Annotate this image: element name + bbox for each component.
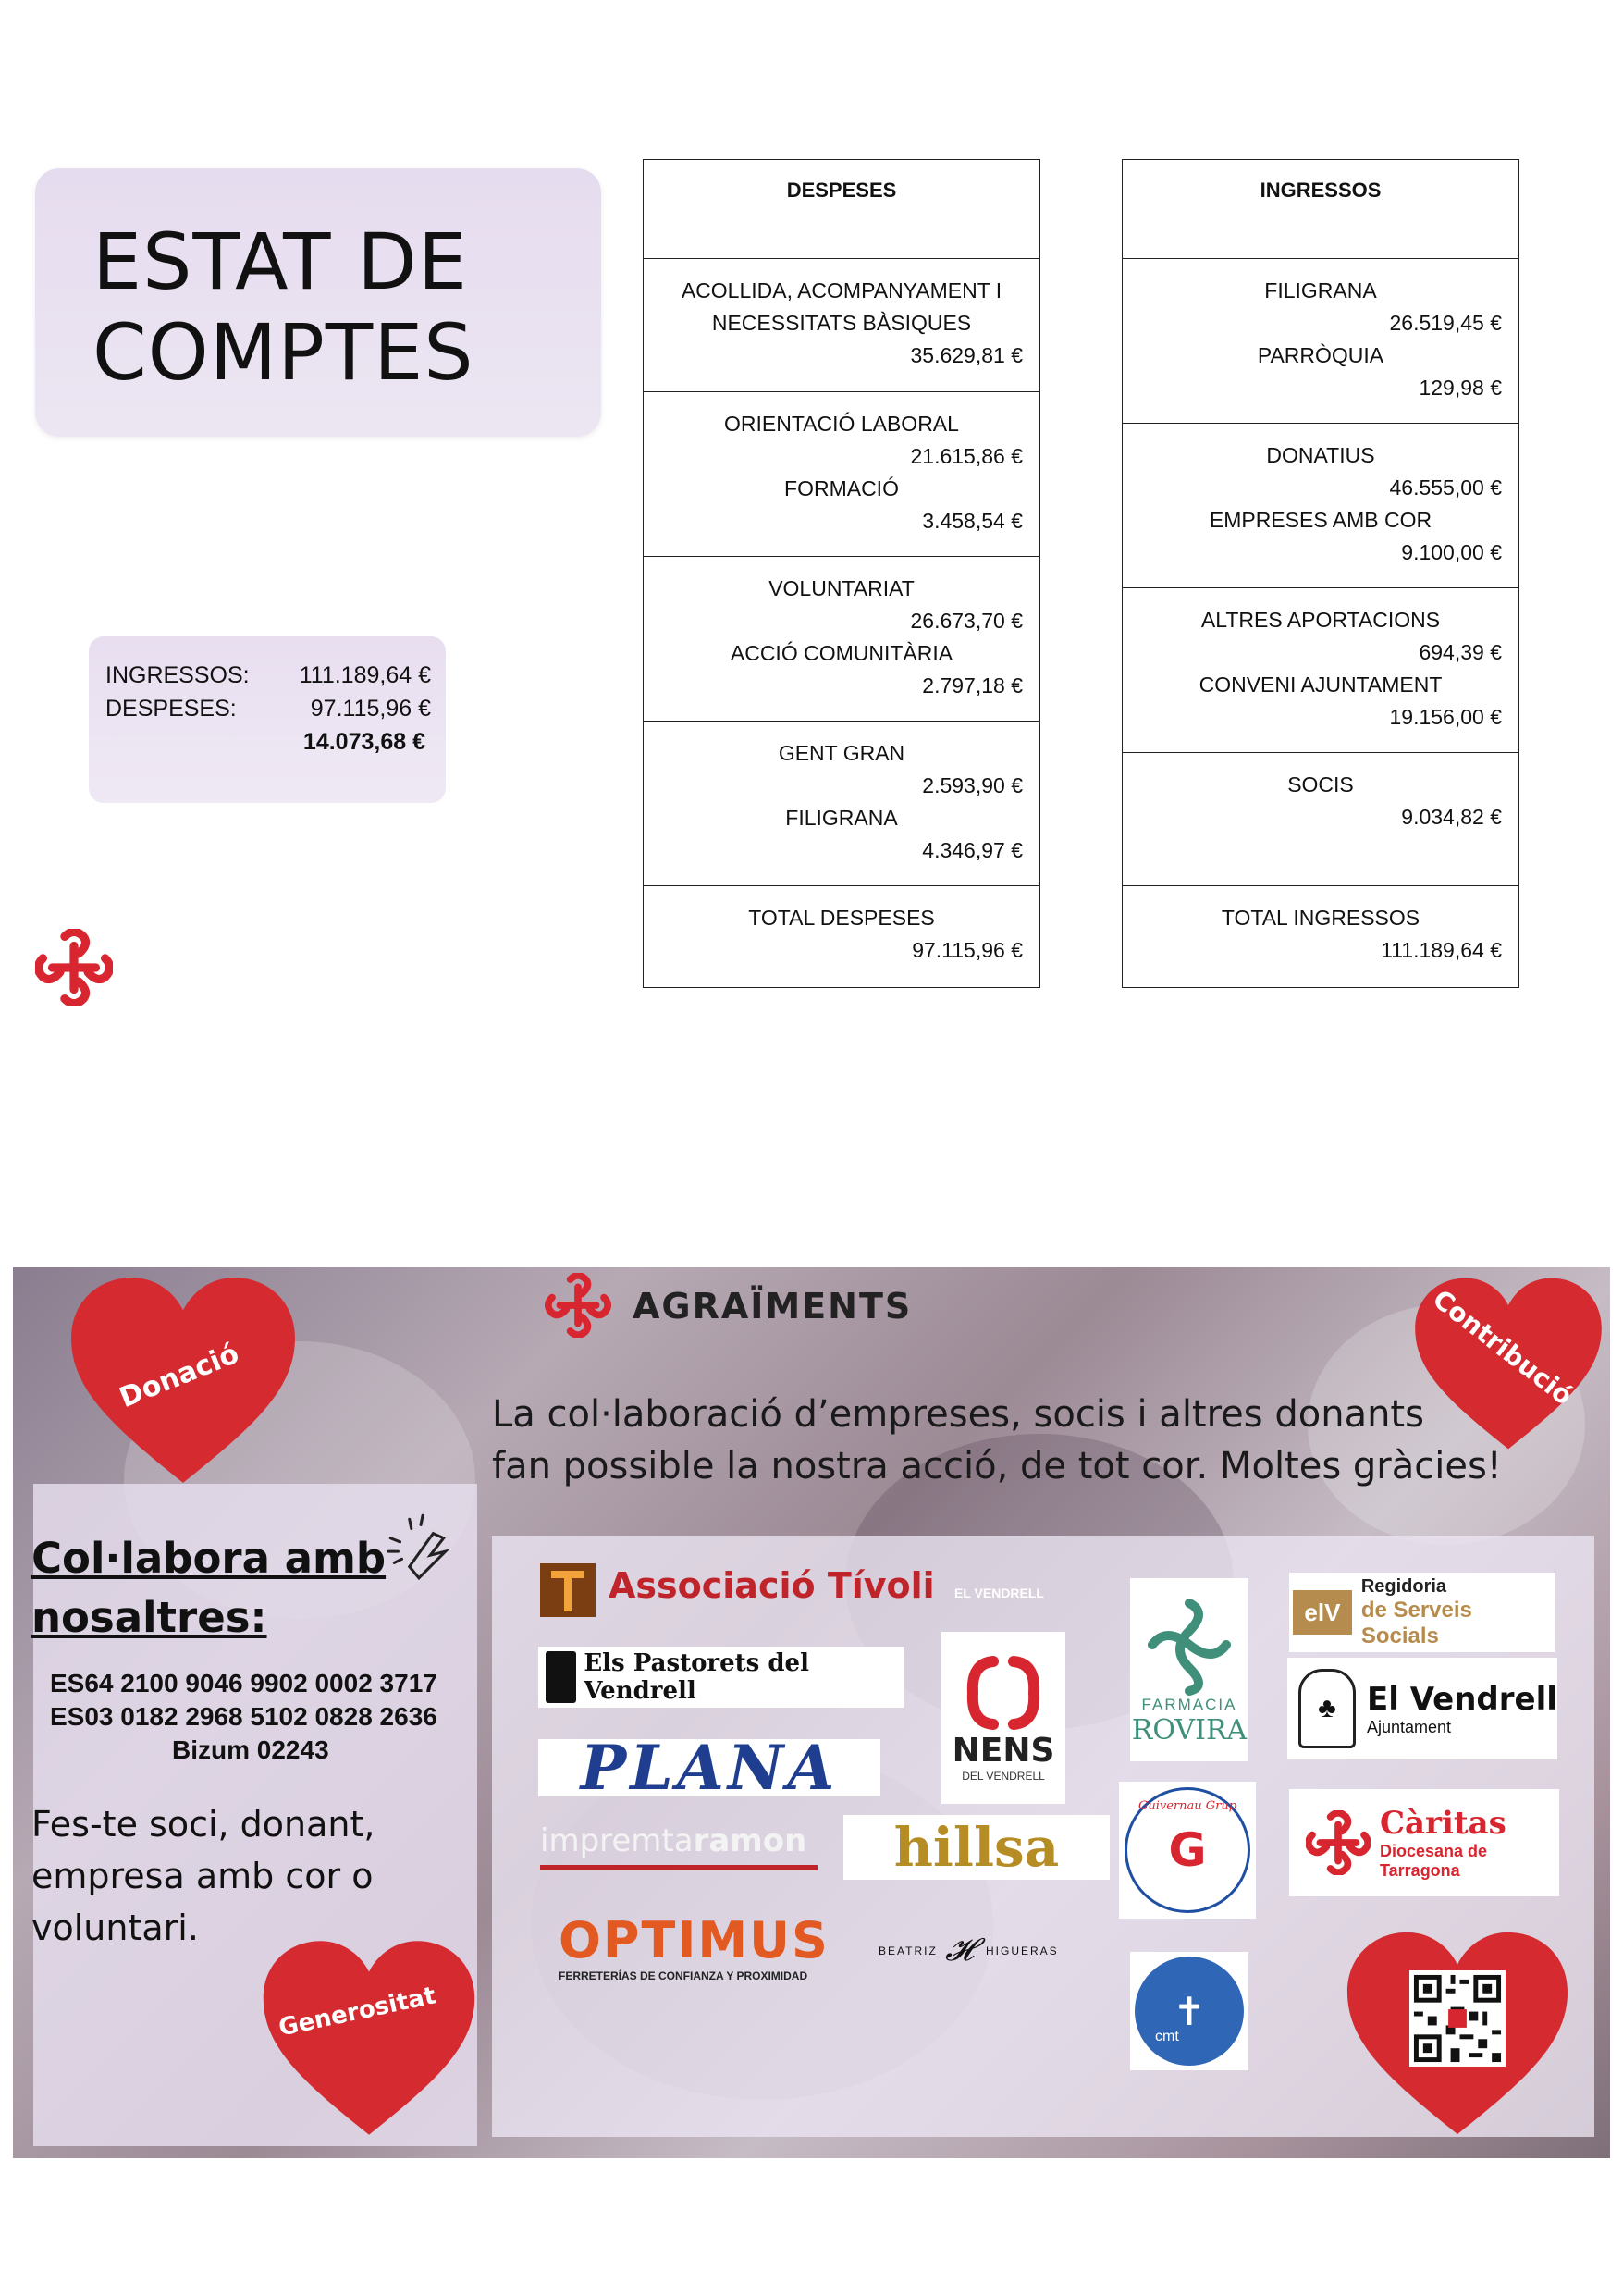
row-value: 129,98 € [1419, 376, 1502, 400]
row-value: 2.797,18 € [922, 673, 1023, 697]
hillsa-name: hillsa [893, 1816, 1060, 1879]
agraiments-text-line2: fan possible la nostra acció, de tot cor. Moltes gràcies! [492, 1445, 1502, 1487]
heart-donacio-label: Donació [115, 1337, 244, 1415]
collabora-title-line2: nosaltres: [31, 1593, 267, 1642]
row-value: 2.593,90 € [922, 773, 1023, 797]
ingressos-row [1123, 260, 1518, 424]
summary-box [89, 636, 446, 803]
despeses-total-row [644, 887, 1039, 985]
row-label: ACOLLIDA, ACOMPANYAMENT I [681, 278, 1002, 302]
row-value: 21.615,86 € [910, 444, 1023, 468]
pastorets-crest-icon [546, 1651, 576, 1703]
regidoria-line1: Regidoria [1360, 1575, 1447, 1597]
tivoli-name: Associació Tívoli [609, 1565, 935, 1606]
row-label: GENT GRAN [778, 741, 905, 765]
summary-result-value: 14.073,68 € [302, 729, 425, 755]
guivernau-g-icon: G [1168, 1823, 1207, 1877]
farmacia-cross-icon [1143, 1594, 1236, 1696]
ingressos-header: INGRESSOS [1260, 179, 1382, 202]
ajuntament-label: Ajuntament [1367, 1717, 1452, 1736]
logo-ajuntament-el-vendrell [1287, 1658, 1557, 1759]
row-value: 19.156,00 € [1389, 705, 1502, 729]
logo-cmt [1130, 1952, 1248, 2070]
logo-plana [538, 1732, 880, 1804]
row-value: 4.346,97 € [922, 838, 1023, 862]
impremta-word: impremta [540, 1822, 694, 1859]
bh-monogram: 𝓗 [945, 1932, 974, 1969]
summary-ingressos-label: INGRESSOS: [105, 662, 250, 688]
ingressos-row [1123, 754, 1518, 886]
row-label: NECESSITATS BÀSIQUES [711, 311, 972, 335]
ingressos-table [1122, 159, 1519, 988]
logo-hillsa [843, 1815, 1110, 1880]
logo-regidoria-serveis-socials [1289, 1573, 1555, 1652]
row-value: 694,39 € [1419, 640, 1502, 664]
row-value: 111.189,64 € [1381, 938, 1502, 962]
guivernau-name: Guivernau Grup [1137, 1799, 1237, 1813]
logo-guivernau-grup [1119, 1782, 1256, 1919]
sparkle-hand-icon [381, 1510, 457, 1586]
nens-sub: DEL VENDRELL [962, 1769, 1045, 1783]
row-label: ACCIÓ COMUNITÀRIA [730, 641, 953, 665]
ingressos-row [1123, 589, 1518, 753]
row-label: ORIENTACIÓ LABORAL [724, 412, 959, 436]
ingressos-total-row [1123, 887, 1518, 985]
row-value: 97.115,96 € [912, 938, 1023, 962]
title-line2: COMPTES [92, 307, 474, 398]
heart-generositat-label: Generositat [276, 1981, 438, 2043]
optimus-name: OPTIMUS [559, 1911, 830, 1969]
logo-associacio-tivoli [540, 1560, 1045, 1617]
plana-name: PLANA [580, 1732, 839, 1804]
row-value: 26.519,45 € [1389, 311, 1502, 335]
tivoli-t-icon [540, 1563, 596, 1617]
cta-line2: empresa amb cor o [31, 1856, 374, 1896]
row-label: DONATIUS [1266, 443, 1375, 467]
summary-ingressos-value: 111.189,64 € [299, 662, 431, 688]
vendrell-name: El Vendrell [1367, 1680, 1557, 1718]
agraiments-title: AGRAÏMENTS [633, 1286, 913, 1327]
cmt-cross-icon: ✝ [1173, 1989, 1206, 2033]
title-card [35, 168, 601, 437]
cta-line1: Fes-te soci, donant, [31, 1804, 375, 1845]
summary-despeses-label: DESPESES: [105, 696, 237, 722]
despeses-table [643, 159, 1040, 988]
despeses-header: DESPESES [786, 179, 897, 202]
summary-despeses-value: 97.115,96 € [310, 696, 431, 722]
logo-pastorets [538, 1647, 904, 1708]
row-label: VOLUNTARIAT [768, 576, 915, 600]
ramon-word: ramon [693, 1822, 807, 1859]
beatriz-word: BEATRIZ [879, 1944, 938, 1957]
row-label: FILIGRANA [785, 806, 898, 830]
despeses-row [644, 393, 1039, 557]
despeses-row [644, 260, 1039, 392]
rovira-word: ROVIRA [1131, 1713, 1248, 1747]
row-value: 3.458,54 € [922, 509, 1023, 533]
row-value: 46.555,00 € [1389, 475, 1502, 500]
cta-line3: voluntari. [31, 1907, 199, 1948]
despeses-row [644, 558, 1039, 722]
diocesana-line2: Tarragona [1380, 1861, 1460, 1880]
nens-brackets-icon [962, 1654, 1045, 1732]
row-value: 26.673,70 € [910, 609, 1023, 633]
farmacia-word: FARMACIA [1141, 1695, 1237, 1713]
iban-1: ES64 2100 9046 9902 0002 3717 [50, 1669, 437, 1697]
pastorets-name: Els Pastorets del Vendrell [584, 1649, 809, 1705]
logo-farmacia-rovira [1130, 1578, 1248, 1761]
logo-optimus [559, 1911, 855, 1985]
row-label: CONVENI AJUNTAMENT [1199, 673, 1443, 697]
row-value: 9.034,82 € [1401, 805, 1502, 829]
bizum-code: Bizum 02243 [172, 1735, 329, 1764]
row-label: PARRÒQUIA [1257, 343, 1384, 367]
ingressos-row [1123, 425, 1518, 588]
row-label: FILIGRANA [1264, 278, 1377, 302]
title-line1: ESTAT DE [92, 216, 468, 307]
row-label: ALTRES APORTACIONS [1200, 608, 1441, 632]
despeses-row [644, 722, 1039, 886]
caritas-cross-icon [1306, 1810, 1371, 1875]
iban-2: ES03 0182 2968 5102 0828 2636 [50, 1702, 437, 1731]
row-label: FORMACIÓ [784, 476, 899, 500]
qr-code-icon[interactable] [1409, 1970, 1506, 2067]
higueras-word: HIGUERAS [986, 1944, 1059, 1957]
diocesana-line1: Diocesana de [1380, 1842, 1488, 1860]
cmt-label: cmt [1155, 2029, 1179, 2044]
logo-nens-del-vendrell [941, 1632, 1065, 1804]
despeses-header-cell [644, 160, 1039, 259]
optimus-sub: FERRETERÍAS DE CONFIANZA Y PROXIMIDAD [559, 1969, 808, 1982]
agraiments-text-line1: La col·laboració d’empreses, socis i altres donants [492, 1393, 1424, 1436]
caritas-cross-icon [35, 929, 113, 1006]
row-label: SOCIS [1287, 772, 1354, 796]
row-label: EMPRESES AMB COR [1209, 508, 1432, 532]
logo-impremta-ramon [540, 1822, 818, 1880]
tivoli-sub: EL VENDRELL [954, 1586, 1044, 1600]
row-value: 35.629,81 € [910, 343, 1023, 367]
elv-badge-icon: elV [1293, 1590, 1352, 1635]
row-label: TOTAL INGRESSOS [1221, 906, 1420, 930]
logo-caritas-diocesana [1289, 1789, 1559, 1896]
row-label: TOTAL DESPESES [748, 906, 935, 930]
ingressos-header-cell [1123, 160, 1518, 259]
nens-name: NENS [952, 1731, 1055, 1770]
heart-contribucio-label: Contribució [1427, 1283, 1579, 1412]
vendrell-tree-icon: ♣ [1298, 1669, 1356, 1748]
caritas-name: Càritas [1380, 1805, 1506, 1842]
row-value: 9.100,00 € [1401, 540, 1502, 564]
collabora-title-line1: Col·labora amb [31, 1534, 387, 1583]
logo-beatriz-higueras [879, 1932, 1064, 1978]
caritas-cross-icon [541, 1273, 615, 1338]
regidoria-line2: de Serveis Socials [1360, 1597, 1472, 1648]
